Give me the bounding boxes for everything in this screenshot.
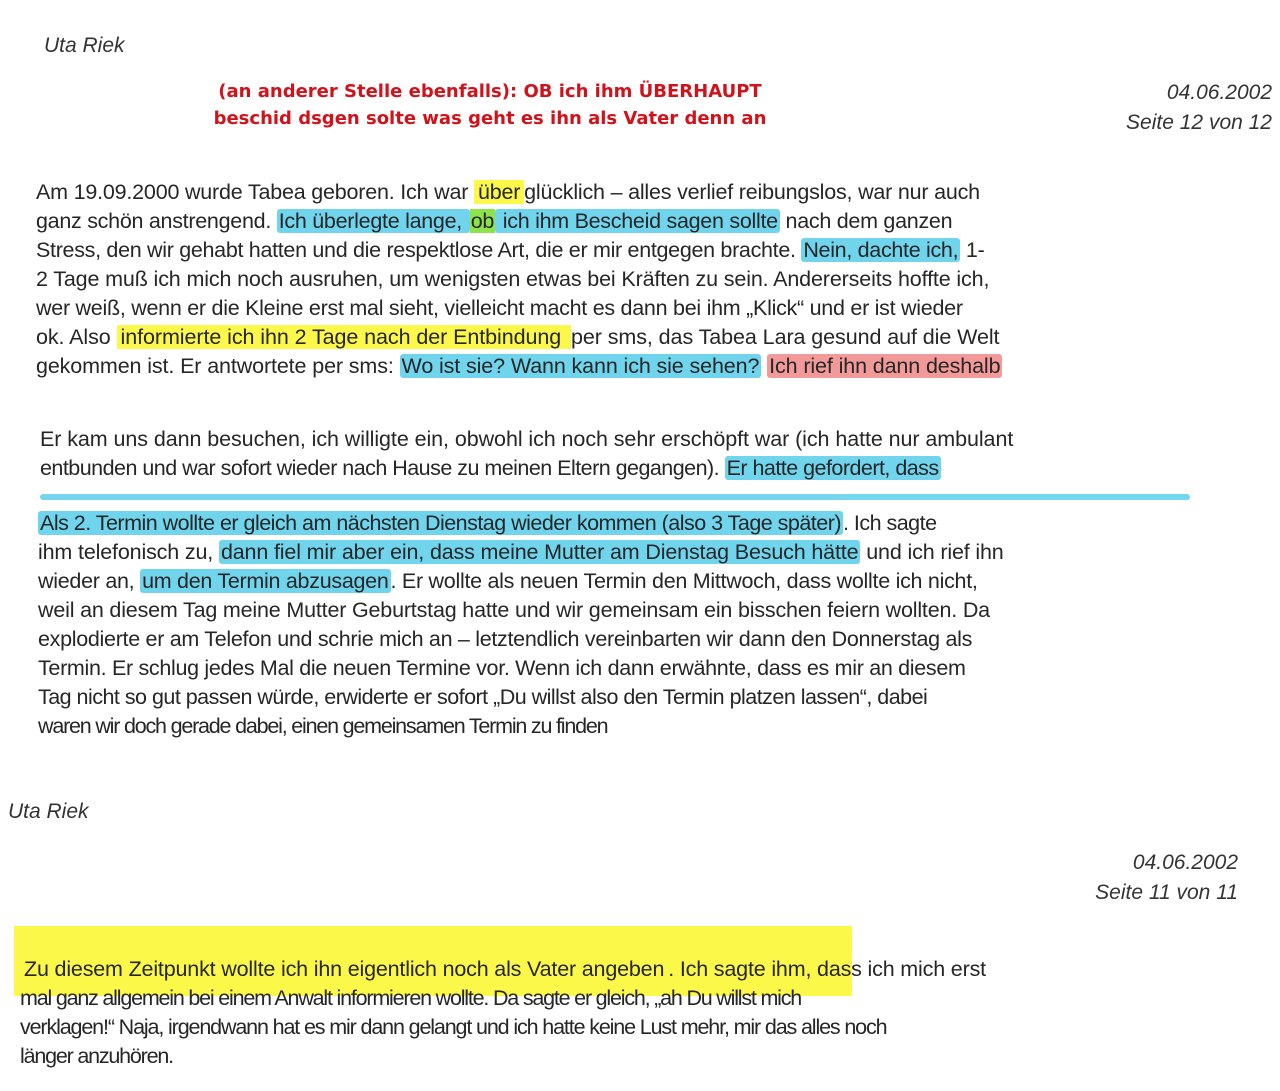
text-line — [36, 294, 1256, 323]
text-line — [36, 178, 1256, 207]
highlighted-text: Ich rief ihn dann deshalb — [769, 354, 1001, 378]
text-line — [38, 567, 1268, 596]
paragraph-visit — [40, 425, 1270, 505]
text-line — [38, 509, 1268, 538]
text-line — [36, 323, 1256, 352]
text-segment: waren wir doch gerade dabei, einen gemeinsamen Termin zu finden — [38, 714, 608, 738]
text-line — [38, 654, 1268, 683]
text-line — [38, 683, 1268, 712]
highlighted-text: dann fiel mir aber ein, dass meine Mutter am Dienstag Besuch hätte — [220, 540, 859, 564]
text-line — [36, 265, 1256, 294]
text-segment: Stress, den wir gehabt hatten und die respektlose Art, die er mir entgegen brachte. — [36, 238, 802, 262]
paragraph-appointments — [38, 509, 1268, 765]
highlight-strip — [40, 494, 1190, 500]
text-segment: ganz schön anstrengend. — [36, 209, 277, 233]
text-segment: weil an diesem Tag meine Mutter Geburtstag hatte und wir gemeinsam ein bisschen feiern wollten. Da — [38, 598, 990, 622]
highlighted-text: informierte ich ihn 2 Tage nach der Entbindung — [117, 325, 571, 349]
document-date: 04.06.2002 — [1166, 81, 1272, 104]
highlighted-text: Er hatte gefordert, dass — [726, 456, 939, 480]
paragraph-birth — [36, 178, 1256, 381]
text-segment: Tag nicht so gut passen würde, erwiderte er sofort „Du willst also den Termin platzen lassen“, dabei — [38, 685, 928, 709]
text-segment: wer weiß, wenn er die Kleine erst mal sieht, vielleicht macht es dann bei ihm „Klick“ und er ist wieder — [36, 296, 963, 320]
text-segment: länger anzuhören. — [20, 1044, 173, 1068]
text-segment: verklagen!“ Naja, irgendwann hat es mir dann gelangt und ich hatte keine Lust mehr, mir das alles noch — [20, 1015, 887, 1039]
text-segment: ihm telefonisch zu, — [38, 540, 219, 564]
highlighted-text: über — [474, 180, 524, 204]
text-segment: Er kam uns dann besuchen, ich willigte ein, obwohl ich noch sehr erschöpft war (ich hatte nur ambulant — [40, 427, 1014, 451]
text-line — [20, 984, 1260, 1013]
highlighted-text: ich ihm Bescheid sagen sollte — [497, 209, 778, 233]
text-segment: Termin. Er schlug jedes Mal die neuen Termine vor. Wenn ich dann erwähnte, dass es mir an diesem — [38, 656, 966, 680]
page-meta — [1126, 78, 1272, 138]
text-line — [38, 712, 1268, 741]
text-line — [38, 538, 1268, 567]
highlighted-text: Wo ist sie? Wann kann ich sie sehen? — [401, 354, 760, 378]
page-meta-page2 — [1095, 848, 1238, 908]
text-segment: explodierte er am Telefon und schrie mich an – letztendlich vereinbarten wir dann den Donnerstag als — [38, 627, 973, 651]
text-line — [38, 625, 1268, 654]
author-name: Uta Riek — [44, 34, 125, 57]
document-date: 04.06.2002 — [1132, 851, 1238, 874]
text-line — [20, 1013, 1260, 1042]
text-segment: . Ich sagte — [842, 511, 937, 535]
highlighted-text: Als 2. Termin wollte er gleich am nächsten Dienstag wieder kommen (also 3 Tage später) — [40, 511, 841, 535]
highlighted-text: ob — [470, 209, 495, 233]
page-number: Seite 12 von 12 — [1126, 111, 1272, 134]
note-line: beschid dsgen solte was geht es ihn als Vater denn an — [213, 108, 767, 129]
paragraph-lawyer — [20, 955, 1260, 1071]
text-line — [36, 236, 1256, 265]
text-segment: wieder an, — [38, 569, 141, 593]
text-segment: glücklich – alles verlief reibungslos, war nur auch — [524, 180, 980, 204]
text-line — [40, 425, 1270, 454]
text-segment: Am 19.09.2000 wurde Tabea geboren. Ich war — [36, 180, 474, 204]
text-segment: mal ganz allgemein bei einem Anwalt informieren wollte. Da sagte er gleich, „ah Du willst mich — [20, 986, 802, 1010]
page-number: Seite 11 von 11 — [1095, 881, 1238, 904]
text-segment: entbunden und war sofort wieder nach Hause zu meinen Eltern gegangen). — [40, 456, 725, 480]
text-segment: 1- — [960, 238, 985, 262]
text-line — [40, 454, 1270, 483]
text-segment: gekommen ist. Er antwortete per sms: — [36, 354, 400, 378]
text-segment: 2 Tage muß ich mich noch ausruhen, um wenigsten etwas bei Kräften zu sein. Andererseits hoffte ich, — [36, 267, 990, 291]
text-segment: und ich rief ihn — [860, 540, 1004, 564]
highlighted-text: Ich überlegte lange, — [278, 209, 468, 233]
text-line — [36, 207, 1256, 236]
text-segment: per sms, das Tabea Lara gesund auf die Welt — [571, 325, 1000, 349]
highlighted-text: Nein, dachte ich, — [803, 238, 959, 262]
highlighted-text: Zu diesem Zeitpunkt wollte ich ihn eigentlich noch als Vater angeben — [20, 957, 668, 981]
text-line — [20, 955, 1260, 984]
text-line — [38, 596, 1268, 625]
text-segment: . Er wollte als neuen Termin den Mittwoch, dass wollte ich nicht, — [390, 569, 978, 593]
handwritten-style-note — [200, 78, 780, 132]
highlighted-text: um den Termin abzusagen — [142, 569, 389, 593]
text-segment: nach dem ganzen — [779, 209, 953, 233]
text-line — [20, 1042, 1260, 1071]
author-name-page2: Uta Riek — [8, 800, 89, 823]
text-segment: ok. Also — [36, 325, 117, 349]
text-segment: . Ich sagte ihm, dass ich mich erst — [668, 957, 986, 981]
note-line: (an anderer Stelle ebenfalls): OB ich ihm ÜBERHAUPT — [218, 81, 762, 102]
text-line — [36, 352, 1256, 381]
